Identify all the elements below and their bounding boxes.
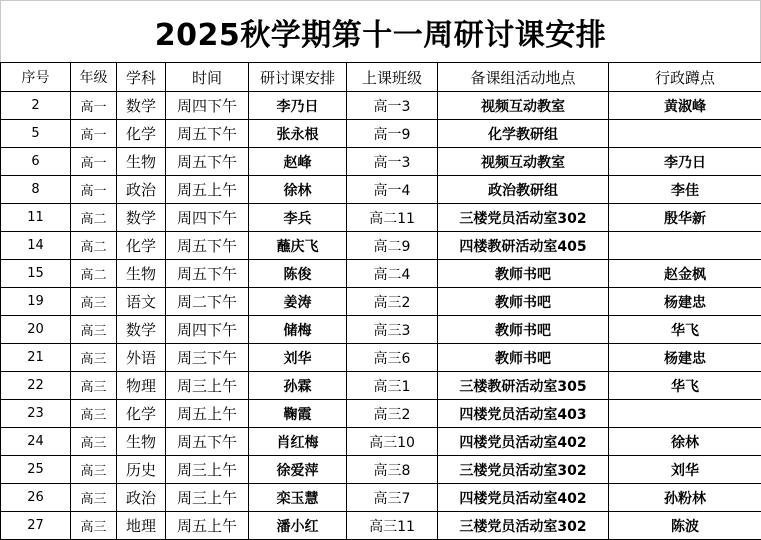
cell-subject: 生物: [117, 428, 166, 456]
table-row: [1, 484, 761, 512]
table-row: [1, 344, 761, 372]
cell-teacher: 刘华: [249, 344, 347, 372]
cell-no: 2: [1, 92, 71, 120]
cell-grade: 高三: [71, 512, 117, 540]
cell-class: 高三8: [347, 456, 438, 484]
schedule-table: [0, 62, 761, 540]
table-row: [1, 148, 761, 176]
cell-no: 24: [1, 428, 71, 456]
table-row: [1, 92, 761, 120]
cell-subject: 数学: [117, 204, 166, 232]
cell-time: 周五下午: [166, 148, 249, 176]
cell-time: 周五下午: [166, 120, 249, 148]
cell-grade: 高三: [71, 316, 117, 344]
cell-no: 8: [1, 176, 71, 204]
cell-class: 高一9: [347, 120, 438, 148]
cell-teacher: 蘸庆飞: [249, 232, 347, 260]
table-row: [1, 372, 761, 400]
cell-teacher: 肖红梅: [249, 428, 347, 456]
cell-no: 5: [1, 120, 71, 148]
cell-teacher: 徐爱萍: [249, 456, 347, 484]
cell-grade: 高三: [71, 484, 117, 512]
table-row: [1, 176, 761, 204]
cell-admin: 殷华新: [609, 204, 761, 232]
cell-admin: [609, 400, 761, 428]
cell-no: 19: [1, 288, 71, 316]
cell-admin: [609, 120, 761, 148]
cell-admin: 赵金枫: [609, 260, 761, 288]
cell-no: 26: [1, 484, 71, 512]
cell-no: 20: [1, 316, 71, 344]
cell-no: 14: [1, 232, 71, 260]
cell-admin: 陈波: [609, 512, 761, 540]
cell-class: 高一4: [347, 176, 438, 204]
cell-subject: 生物: [117, 260, 166, 288]
cell-time: 周五上午: [166, 176, 249, 204]
cell-teacher: 李乃日: [249, 92, 347, 120]
cell-teacher: 徐林: [249, 176, 347, 204]
cell-class: 高三3: [347, 316, 438, 344]
column-header-class: 上课班级: [347, 63, 438, 92]
cell-class: 高三11: [347, 512, 438, 540]
cell-venue: 四楼党员活动室403: [438, 400, 609, 428]
cell-no: 6: [1, 148, 71, 176]
cell-admin: 华飞: [609, 316, 761, 344]
cell-no: 15: [1, 260, 71, 288]
table-row: [1, 204, 761, 232]
cell-time: 周四下午: [166, 204, 249, 232]
table-row: [1, 120, 761, 148]
cell-time: 周五上午: [166, 400, 249, 428]
cell-venue: 三楼党员活动室302: [438, 204, 609, 232]
cell-admin: 黄淑峰: [609, 92, 761, 120]
cell-subject: 生物: [117, 148, 166, 176]
cell-grade: 高三: [71, 428, 117, 456]
cell-time: 周五上午: [166, 512, 249, 540]
cell-subject: 政治: [117, 176, 166, 204]
cell-no: 27: [1, 512, 71, 540]
cell-time: 周三上午: [166, 484, 249, 512]
cell-no: 22: [1, 372, 71, 400]
cell-time: 周二下午: [166, 288, 249, 316]
cell-grade: 高二: [71, 204, 117, 232]
cell-class: 高三2: [347, 288, 438, 316]
column-header-time: 时间: [166, 63, 249, 92]
cell-subject: 数学: [117, 316, 166, 344]
cell-subject: 政治: [117, 484, 166, 512]
column-header-venue: 备课组活动地点: [438, 63, 609, 92]
cell-grade: 高三: [71, 372, 117, 400]
title-band: [0, 0, 761, 62]
cell-admin: 刘华: [609, 456, 761, 484]
cell-subject: 历史: [117, 456, 166, 484]
cell-venue: 三楼党员活动室302: [438, 512, 609, 540]
header-row: [1, 63, 761, 92]
cell-venue: 视频互动教室: [438, 148, 609, 176]
cell-class: 高二9: [347, 232, 438, 260]
cell-teacher: 姜涛: [249, 288, 347, 316]
cell-time: 周五下午: [166, 260, 249, 288]
cell-no: 11: [1, 204, 71, 232]
cell-admin: 孙粉林: [609, 484, 761, 512]
cell-class: 高三7: [347, 484, 438, 512]
cell-venue: 四楼教研活动室405: [438, 232, 609, 260]
cell-subject: 数学: [117, 92, 166, 120]
cell-venue: 教师书吧: [438, 316, 609, 344]
cell-teacher: 李兵: [249, 204, 347, 232]
cell-venue: 教师书吧: [438, 288, 609, 316]
cell-no: 25: [1, 456, 71, 484]
table-row: [1, 260, 761, 288]
cell-class: 高三6: [347, 344, 438, 372]
cell-venue: 四楼党员活动室402: [438, 484, 609, 512]
column-header-subject: 学科: [117, 63, 166, 92]
cell-class: 高二4: [347, 260, 438, 288]
cell-teacher: 栾玉慧: [249, 484, 347, 512]
cell-admin: 徐林: [609, 428, 761, 456]
cell-teacher: 储梅: [249, 316, 347, 344]
cell-teacher: 张永根: [249, 120, 347, 148]
cell-no: 23: [1, 400, 71, 428]
cell-time: 周五下午: [166, 232, 249, 260]
table-row: [1, 288, 761, 316]
cell-grade: 高一: [71, 176, 117, 204]
cell-class: 高三1: [347, 372, 438, 400]
cell-no: 21: [1, 344, 71, 372]
cell-subject: 化学: [117, 400, 166, 428]
cell-grade: 高一: [71, 92, 117, 120]
cell-class: 高三10: [347, 428, 438, 456]
cell-class: 高二11: [347, 204, 438, 232]
table-row: [1, 428, 761, 456]
cell-class: 高三2: [347, 400, 438, 428]
table-row: [1, 400, 761, 428]
cell-venue: 教师书吧: [438, 344, 609, 372]
column-header-grade: 年级: [71, 63, 117, 92]
cell-class: 高一3: [347, 92, 438, 120]
cell-subject: 化学: [117, 232, 166, 260]
cell-time: 周三下午: [166, 344, 249, 372]
cell-grade: 高一: [71, 148, 117, 176]
cell-admin: 李佳: [609, 176, 761, 204]
column-header-admin: 行政蹲点: [609, 63, 761, 92]
cell-grade: 高三: [71, 400, 117, 428]
cell-time: 周三上午: [166, 456, 249, 484]
cell-admin: 杨建忠: [609, 344, 761, 372]
column-header-lesson: 研讨课安排: [249, 63, 347, 92]
cell-time: 周四下午: [166, 92, 249, 120]
page-title: 2025秋学期第十一周研讨课安排: [155, 10, 607, 54]
cell-admin: 李乃日: [609, 148, 761, 176]
cell-venue: 视频互动教室: [438, 92, 609, 120]
cell-grade: 高三: [71, 288, 117, 316]
cell-time: 周四下午: [166, 316, 249, 344]
cell-class: 高一3: [347, 148, 438, 176]
cell-grade: 高三: [71, 456, 117, 484]
table-row: [1, 512, 761, 540]
cell-teacher: 鞠霞: [249, 400, 347, 428]
cell-venue: 教师书吧: [438, 260, 609, 288]
cell-time: 周三上午: [166, 372, 249, 400]
cell-venue: 三楼教研活动室305: [438, 372, 609, 400]
cell-grade: 高三: [71, 344, 117, 372]
cell-subject: 地理: [117, 512, 166, 540]
cell-subject: 外语: [117, 344, 166, 372]
cell-grade: 高一: [71, 120, 117, 148]
table-body: [1, 92, 761, 540]
cell-teacher: 潘小红: [249, 512, 347, 540]
cell-venue: 政治教研组: [438, 176, 609, 204]
cell-grade: 高二: [71, 260, 117, 288]
cell-admin: [609, 232, 761, 260]
table-row: [1, 232, 761, 260]
cell-venue: 化学教研组: [438, 120, 609, 148]
cell-subject: 语文: [117, 288, 166, 316]
table-row: [1, 456, 761, 484]
cell-venue: 三楼党员活动室302: [438, 456, 609, 484]
cell-subject: 化学: [117, 120, 166, 148]
cell-admin: 华飞: [609, 372, 761, 400]
column-header-no: 序号: [1, 63, 71, 92]
cell-venue: 四楼党员活动室402: [438, 428, 609, 456]
table-row: [1, 316, 761, 344]
cell-subject: 物理: [117, 372, 166, 400]
cell-admin: 杨建忠: [609, 288, 761, 316]
cell-grade: 高二: [71, 232, 117, 260]
cell-teacher: 陈俊: [249, 260, 347, 288]
cell-time: 周五下午: [166, 428, 249, 456]
cell-teacher: 孙霖: [249, 372, 347, 400]
cell-teacher: 赵峰: [249, 148, 347, 176]
